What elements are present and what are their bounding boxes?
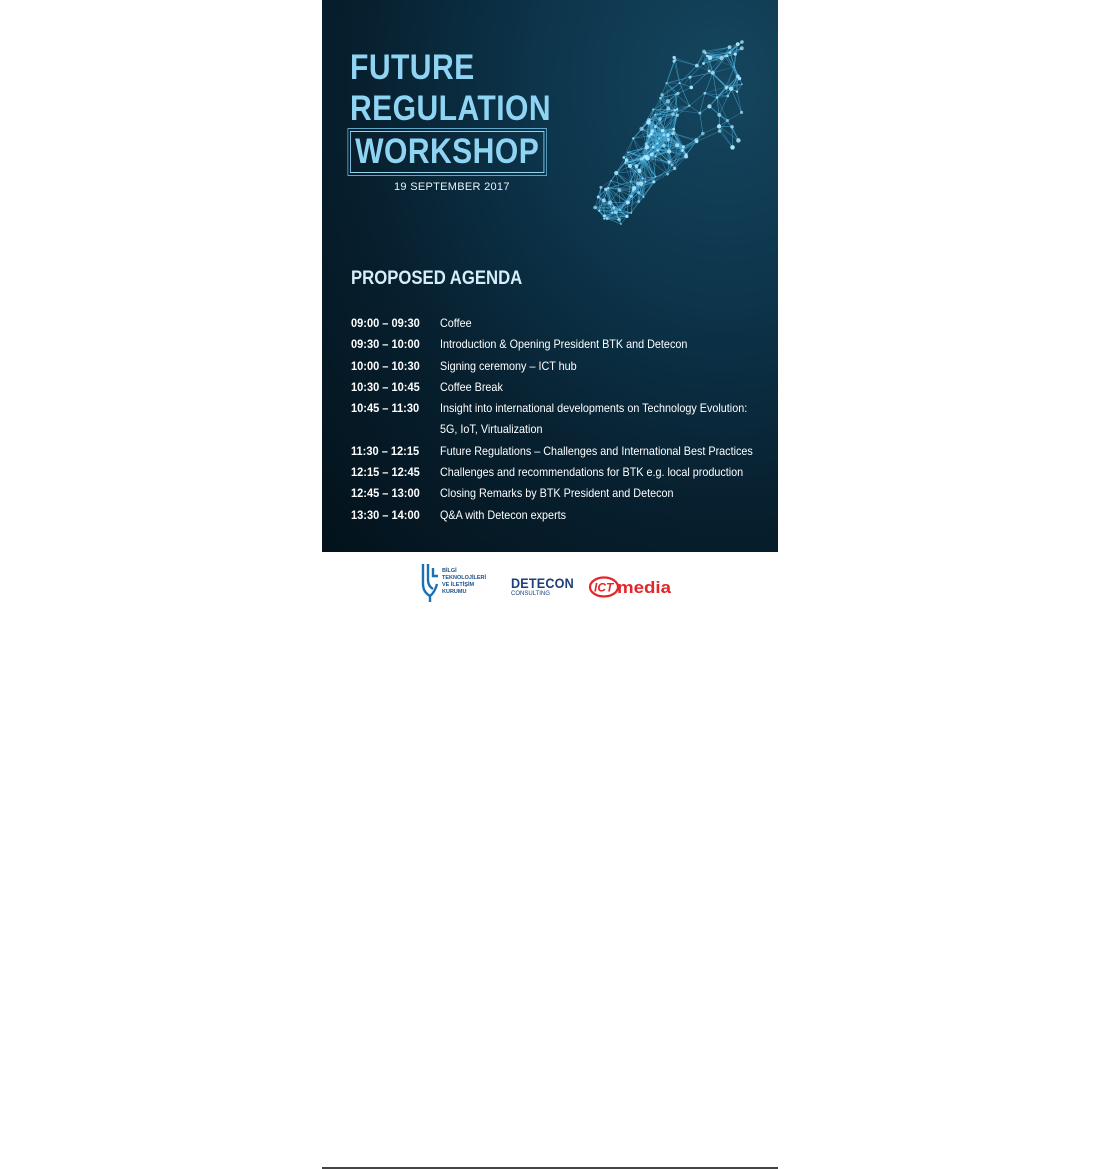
network-node	[736, 90, 738, 92]
agenda-item-text: Future Regulations – Challenges and International Best Practices	[440, 444, 753, 458]
network-node	[668, 160, 671, 163]
network-node	[651, 129, 655, 133]
network-edge	[713, 67, 735, 73]
network-node	[666, 99, 671, 104]
network-node	[733, 66, 735, 68]
network-edge	[667, 60, 676, 83]
network-node	[619, 209, 621, 211]
network-node	[671, 164, 673, 166]
event-date: 19 SEPTEMBER 2017	[394, 181, 510, 193]
network-edge	[678, 87, 691, 93]
network-node	[614, 171, 618, 175]
network-node	[652, 180, 655, 183]
btk-name-line: VE İLETİŞİM	[442, 582, 486, 589]
network-node	[656, 143, 658, 145]
network-node	[630, 212, 632, 214]
network-node	[717, 124, 721, 128]
agenda-list	[351, 313, 771, 526]
network-node	[703, 92, 706, 95]
network-node	[607, 187, 609, 189]
agenda-row	[351, 398, 771, 441]
network-node	[673, 56, 676, 59]
network-node	[660, 93, 663, 96]
network-node	[603, 218, 605, 220]
network-node	[726, 95, 729, 98]
network-node	[655, 176, 657, 178]
agenda-item-text: Introduction & Opening President BTK and Detecon	[440, 337, 687, 351]
network-node	[603, 214, 606, 217]
agenda-item	[440, 334, 738, 355]
network-node	[617, 218, 621, 222]
agenda-item-text: Coffee	[440, 316, 472, 330]
network-node	[654, 155, 656, 157]
network-node	[605, 217, 608, 220]
network-edge	[689, 93, 705, 105]
agenda-item-text: Coffee Break	[440, 380, 503, 394]
network-node	[729, 86, 734, 91]
network-node	[667, 133, 670, 136]
btk-name-line: TEKNOLOJİLERİ	[442, 575, 486, 582]
network-node	[645, 145, 649, 149]
network-node	[695, 64, 699, 68]
network-edge	[680, 83, 690, 106]
network-node	[718, 129, 722, 133]
network-node	[708, 70, 711, 73]
agenda-row	[351, 483, 771, 504]
network-node	[666, 107, 670, 111]
agenda-item	[440, 377, 738, 398]
network-node	[593, 206, 597, 210]
network-node	[730, 125, 733, 128]
network-node	[652, 146, 655, 149]
agenda-row	[351, 377, 771, 398]
agenda-time: 13:30 – 14:00	[351, 505, 433, 526]
network-node	[689, 86, 693, 90]
network-node	[736, 138, 741, 143]
network-edge	[719, 126, 732, 147]
network-node	[650, 152, 654, 156]
network-arrow-icon	[547, 30, 778, 320]
btk-emblem-icon	[420, 562, 440, 604]
network-node	[740, 46, 744, 50]
network-node	[719, 56, 723, 60]
agenda-item-text: Closing Remarks by BTK President and Detecon	[440, 486, 674, 500]
network-node	[679, 82, 681, 84]
network-edge	[737, 76, 738, 91]
network-node	[688, 76, 691, 79]
network-node	[649, 120, 650, 121]
network-node	[741, 83, 743, 85]
network-node	[645, 156, 649, 160]
network-node	[625, 158, 629, 162]
network-edge	[700, 113, 703, 133]
network-node	[657, 149, 659, 151]
network-node	[672, 127, 675, 130]
network-node	[716, 96, 719, 99]
network-node	[734, 53, 737, 56]
network-edge	[705, 73, 713, 94]
ictmedia-logo-icon	[588, 576, 674, 598]
network-node	[736, 42, 740, 46]
network-node	[724, 55, 726, 57]
agenda-item-text: Insight into international developments on Technology Evolution:	[440, 398, 747, 419]
agenda-row	[351, 505, 771, 526]
network-node	[674, 109, 676, 111]
network-node	[608, 201, 612, 205]
network-node	[662, 144, 666, 148]
network-node	[684, 155, 688, 159]
network-node	[654, 125, 657, 128]
network-node	[624, 163, 626, 165]
network-node	[632, 137, 634, 139]
agenda-time: 09:00 – 09:30	[351, 313, 433, 334]
agenda-time: 10:45 – 11:30	[351, 398, 433, 419]
agenda-row	[351, 356, 771, 377]
agenda-item	[440, 462, 743, 483]
btk-name	[442, 568, 486, 596]
network-node	[736, 74, 740, 78]
network-node	[622, 156, 625, 159]
agenda-item	[440, 483, 738, 504]
sponsor-logos	[322, 552, 778, 615]
network-node	[708, 56, 712, 60]
detecon-name: DETECON	[511, 576, 574, 590]
agenda-time: 11:30 – 12:15	[351, 441, 433, 462]
network-node	[740, 40, 743, 43]
network-node	[626, 200, 630, 204]
network-node	[662, 133, 665, 136]
network-node	[617, 188, 621, 192]
agenda-item	[440, 356, 738, 377]
agenda-item	[440, 505, 738, 526]
agenda-time: 12:15 – 12:45	[351, 462, 433, 483]
network-node	[682, 145, 685, 148]
network-node	[673, 167, 676, 170]
network-node	[688, 105, 690, 107]
network-node	[628, 164, 632, 168]
network-node	[676, 114, 679, 117]
network-edge	[619, 190, 620, 210]
network-node	[650, 132, 653, 135]
network-edge	[720, 131, 733, 147]
network-node	[654, 114, 656, 116]
network-edge	[697, 131, 720, 141]
network-node	[639, 127, 643, 131]
network-node	[707, 104, 711, 108]
network-node	[652, 108, 654, 110]
network-node	[599, 186, 602, 189]
network-edge	[683, 141, 697, 149]
network-node	[658, 138, 660, 140]
network-node	[630, 195, 633, 198]
network-node	[632, 186, 636, 190]
network-node	[630, 181, 632, 183]
network-node	[612, 206, 615, 209]
network-edge	[676, 94, 690, 106]
agenda-item-text: Q&A with Detecon experts	[440, 508, 566, 522]
btk-name-line: KURUMU	[442, 589, 486, 596]
network-node	[604, 188, 607, 191]
network-node	[598, 210, 600, 212]
network-node	[643, 196, 645, 198]
title-workshop-boxed: WORKSHOP	[350, 131, 544, 173]
agenda-time: 10:30 – 10:45	[351, 377, 433, 398]
agenda-time: 12:45 – 13:00	[351, 483, 433, 504]
network-node	[677, 92, 680, 95]
network-edge	[674, 58, 697, 66]
network-node	[702, 62, 705, 65]
network-node	[711, 71, 715, 75]
network-edge	[683, 134, 703, 150]
network-node	[625, 215, 628, 218]
title-regulation: REGULATION	[350, 91, 551, 126]
network-node	[666, 173, 669, 176]
network-node	[701, 132, 705, 136]
ictmedia-ict-text: ICT	[594, 581, 615, 595]
agenda-time: 09:30 – 10:00	[351, 334, 433, 355]
agenda-row	[351, 334, 771, 355]
btk-name-line: BİLGİ	[442, 568, 486, 575]
network-node	[667, 138, 670, 141]
network-node	[740, 111, 743, 114]
network-edge	[728, 121, 739, 141]
network-node	[610, 180, 612, 182]
network-node	[726, 55, 728, 57]
network-node	[645, 181, 647, 183]
detecon-sub: CONSULTING	[511, 590, 581, 598]
agenda-item-text: Signing ceremony – ICT hub	[440, 359, 577, 373]
network-node	[661, 129, 665, 133]
network-node	[728, 45, 732, 49]
network-node	[627, 151, 629, 153]
agenda-item	[440, 441, 753, 462]
network-node	[671, 131, 675, 135]
network-node	[706, 55, 708, 57]
network-node	[645, 142, 648, 145]
network-edge	[680, 66, 697, 83]
btk-logo	[420, 562, 500, 604]
network-node	[611, 212, 613, 214]
network-node	[729, 51, 732, 54]
network-node	[675, 143, 679, 147]
title-future: FUTURE	[350, 50, 475, 85]
agenda-row	[351, 313, 771, 334]
network-node	[658, 117, 661, 120]
network-edge	[608, 182, 630, 188]
network-node	[667, 149, 671, 153]
network-node	[675, 93, 677, 95]
agenda-item	[440, 398, 747, 441]
network-node	[614, 210, 618, 214]
agenda-item-text: Challenges and recommendations for BTK e.g. local production	[440, 465, 743, 479]
agenda-item	[440, 313, 738, 334]
agenda-heading: PROPOSED AGENDA	[351, 268, 522, 290]
agenda-item-continuation: 5G, IoT, Virtualization	[440, 419, 747, 440]
network-node	[620, 223, 622, 225]
network-node	[640, 158, 643, 161]
detecon-logo	[511, 576, 581, 598]
agenda-row	[351, 441, 771, 462]
network-node	[636, 182, 640, 186]
network-edge	[737, 92, 742, 113]
poster-panel	[322, 0, 778, 552]
network-node	[717, 113, 721, 117]
network-node	[682, 149, 684, 151]
agenda-row	[351, 462, 771, 483]
network-node	[671, 112, 675, 116]
agenda-time: 10:00 – 10:30	[351, 356, 433, 377]
network-edge	[675, 60, 679, 83]
network-node	[725, 86, 727, 88]
network-node	[704, 52, 706, 54]
network-node	[659, 97, 661, 99]
network-node	[637, 169, 641, 173]
network-node	[698, 112, 701, 115]
network-node	[676, 108, 678, 110]
network-node	[665, 82, 667, 84]
network-node	[642, 177, 644, 179]
network-edge	[728, 112, 742, 120]
network-node	[635, 164, 639, 168]
network-node	[597, 196, 600, 199]
network-node	[694, 138, 698, 142]
ictmedia-media-text: media	[617, 578, 672, 597]
network-node	[637, 200, 640, 203]
network-node	[637, 191, 640, 194]
network-lines	[595, 42, 742, 224]
network-node	[726, 119, 729, 122]
network-edge	[719, 126, 738, 140]
network-node	[602, 198, 606, 202]
workshop-flyer	[322, 0, 778, 618]
network-node	[730, 145, 735, 150]
